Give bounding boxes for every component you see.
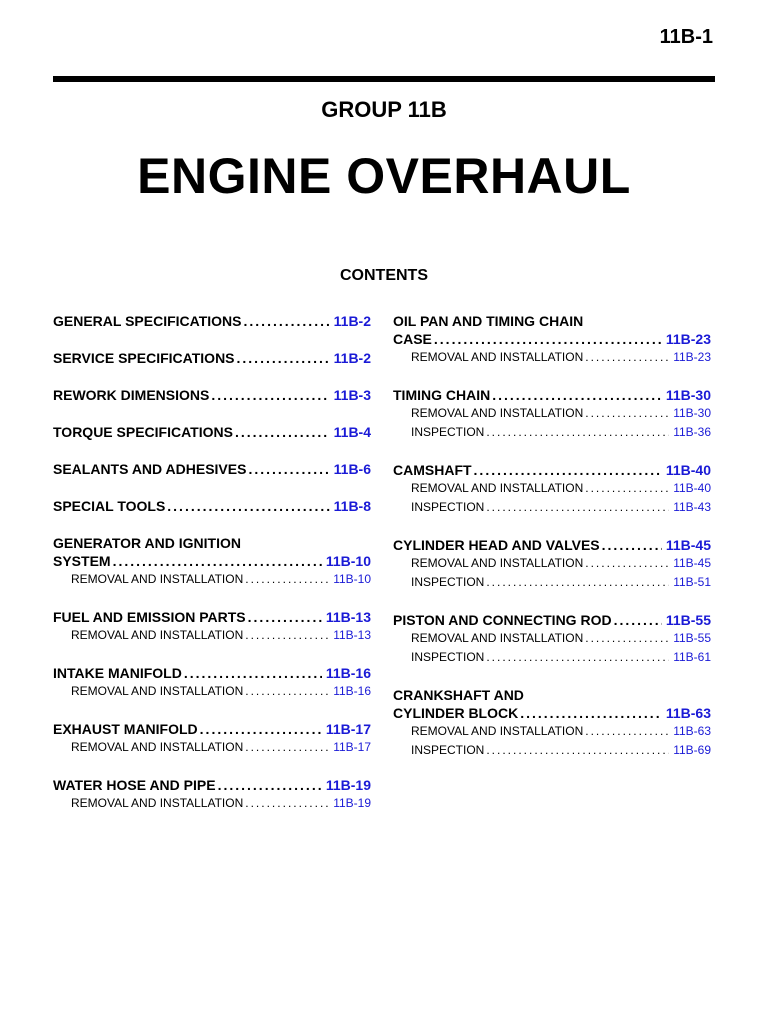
toc-subentry-page-ref[interactable]: 11B-55 bbox=[673, 631, 711, 645]
dot-leader bbox=[200, 720, 322, 738]
toc-entry bbox=[393, 686, 711, 760]
toc-subentry-title: REMOVAL AND INSTALLATION bbox=[411, 724, 584, 738]
toc-page-ref[interactable]: 11B-30 bbox=[665, 387, 711, 403]
toc-subentry-row[interactable] bbox=[393, 554, 711, 573]
toc-subentry-row[interactable] bbox=[393, 498, 711, 517]
toc-page-ref[interactable]: 11B-55 bbox=[665, 612, 711, 628]
toc-subentry-page-ref[interactable]: 11B-51 bbox=[673, 575, 711, 589]
dot-leader bbox=[585, 404, 669, 423]
toc-subentry-page-ref[interactable]: 11B-43 bbox=[673, 500, 711, 514]
dot-leader bbox=[486, 498, 669, 517]
toc-page-ref[interactable]: 11B-40 bbox=[665, 462, 711, 478]
toc-subentry-title: INSPECTION bbox=[411, 575, 485, 589]
toc-entry-row[interactable] bbox=[53, 349, 371, 367]
toc-entry-title: FUEL AND EMISSION PARTS bbox=[53, 609, 246, 625]
dot-leader bbox=[167, 497, 329, 515]
dot-leader bbox=[245, 738, 329, 757]
toc-subentry-page-ref[interactable]: 11B-16 bbox=[333, 684, 371, 698]
toc-subentry-title: INSPECTION bbox=[411, 743, 485, 757]
toc-entry-title: SEALANTS AND ADHESIVES bbox=[53, 461, 247, 477]
toc-entry bbox=[53, 776, 371, 813]
toc-entry-row[interactable] bbox=[53, 720, 371, 738]
toc-entry-title: SYSTEM bbox=[53, 553, 111, 569]
toc-page-ref[interactable]: 11B-17 bbox=[325, 721, 371, 737]
toc-subentry-page-ref[interactable]: 11B-23 bbox=[673, 350, 711, 364]
toc-entry-title: TORQUE SPECIFICATIONS bbox=[53, 424, 233, 440]
dot-leader bbox=[585, 479, 669, 498]
dot-leader bbox=[520, 704, 662, 722]
toc-subentry-row[interactable] bbox=[393, 423, 711, 442]
dot-leader bbox=[211, 386, 329, 404]
dot-leader bbox=[585, 629, 669, 648]
dot-leader bbox=[585, 722, 669, 741]
toc-entry bbox=[53, 534, 371, 589]
toc-subentry-row[interactable] bbox=[393, 573, 711, 592]
toc-entry bbox=[53, 349, 371, 367]
page-number: 11B-1 bbox=[659, 26, 713, 48]
toc-subentry-row[interactable] bbox=[53, 794, 371, 813]
toc-page-ref[interactable]: 11B-8 bbox=[333, 498, 371, 514]
dot-leader bbox=[486, 573, 669, 592]
toc-entry-row[interactable] bbox=[393, 611, 711, 629]
toc-page-ref[interactable]: 11B-3 bbox=[333, 387, 371, 403]
dot-leader bbox=[492, 386, 662, 404]
toc-entry-title: CYLINDER BLOCK bbox=[393, 705, 519, 721]
toc-entry bbox=[53, 608, 371, 645]
toc-entry-title: GENERAL SPECIFICATIONS bbox=[53, 313, 242, 329]
toc-entry bbox=[53, 720, 371, 757]
toc-entry-row[interactable] bbox=[53, 386, 371, 404]
dot-leader bbox=[237, 349, 330, 367]
toc-left-column bbox=[53, 312, 371, 832]
toc-right-column bbox=[393, 312, 711, 779]
dot-leader bbox=[434, 330, 662, 348]
toc-page-ref[interactable]: 11B-13 bbox=[325, 609, 371, 625]
toc-entry-row[interactable] bbox=[393, 330, 711, 348]
toc-subentry-row[interactable] bbox=[53, 738, 371, 757]
toc-entry-title-line: OIL PAN AND TIMING CHAIN bbox=[393, 313, 584, 329]
dot-leader bbox=[248, 460, 329, 478]
dot-leader bbox=[474, 461, 662, 479]
toc-subentry-page-ref[interactable]: 11B-45 bbox=[673, 556, 711, 570]
toc-subentry-title: INSPECTION bbox=[411, 425, 485, 439]
toc-page-ref[interactable]: 11B-4 bbox=[333, 424, 371, 440]
toc-subentry-title: REMOVAL AND INSTALLATION bbox=[411, 350, 584, 364]
toc-subentry-row[interactable] bbox=[53, 682, 371, 701]
toc-subentry-title: INSPECTION bbox=[411, 500, 485, 514]
toc-entry-row[interactable] bbox=[53, 664, 371, 682]
toc-entry-row[interactable] bbox=[53, 460, 371, 478]
toc-subentry-row[interactable] bbox=[393, 722, 711, 741]
toc-entry-row[interactable] bbox=[53, 312, 371, 330]
toc-subentry-page-ref[interactable]: 11B-36 bbox=[673, 425, 711, 439]
toc-entry bbox=[393, 611, 711, 667]
toc-entry-title: WATER HOSE AND PIPE bbox=[53, 777, 216, 793]
toc-entry-title: CYLINDER HEAD AND VALVES bbox=[393, 537, 600, 553]
toc-subentry-title: REMOVAL AND INSTALLATION bbox=[71, 740, 244, 754]
dot-leader bbox=[245, 794, 329, 813]
toc-entry-title-line: GENERATOR AND IGNITION bbox=[53, 535, 241, 551]
toc-entry-row[interactable] bbox=[53, 552, 371, 570]
toc-page-ref[interactable]: 11B-19 bbox=[325, 777, 371, 793]
toc-subentry-row[interactable] bbox=[393, 741, 711, 760]
toc-entry-title: INTAKE MANIFOLD bbox=[53, 665, 182, 681]
dot-leader bbox=[184, 664, 322, 682]
toc-subentry-title: INSPECTION bbox=[411, 650, 485, 664]
toc-subentry-page-ref[interactable]: 11B-40 bbox=[673, 481, 711, 495]
group-heading: GROUP 11B bbox=[321, 97, 447, 122]
toc-entry-title: CAMSHAFT bbox=[393, 462, 472, 478]
toc-page-ref[interactable]: 11B-63 bbox=[665, 705, 711, 721]
toc-entry bbox=[393, 536, 711, 592]
toc-entry-row[interactable] bbox=[393, 386, 711, 404]
toc-subentry-page-ref[interactable]: 11B-69 bbox=[673, 743, 711, 757]
toc-entry-row[interactable] bbox=[53, 423, 371, 441]
toc-entry-title: SPECIAL TOOLS bbox=[53, 498, 166, 514]
toc-entry-row[interactable] bbox=[53, 608, 371, 626]
toc-entry bbox=[53, 460, 371, 478]
toc-entry-title: TIMING CHAIN bbox=[393, 387, 491, 403]
toc-subentry-row[interactable] bbox=[393, 404, 711, 423]
toc-subentry-title: REMOVAL AND INSTALLATION bbox=[71, 684, 244, 698]
toc-subentry-page-ref[interactable]: 11B-19 bbox=[333, 796, 371, 810]
toc-page-ref[interactable]: 11B-2 bbox=[333, 313, 371, 329]
toc-entry-row[interactable] bbox=[53, 776, 371, 794]
toc-subentry-title: REMOVAL AND INSTALLATION bbox=[71, 572, 244, 586]
dot-leader bbox=[245, 570, 329, 589]
toc-entry-title-line: CRANKSHAFT AND bbox=[393, 687, 524, 703]
toc-entry bbox=[393, 461, 711, 517]
toc-entry-title: EXHAUST MANIFOLD bbox=[53, 721, 198, 737]
toc-entry bbox=[53, 423, 371, 441]
toc-entry bbox=[53, 497, 371, 515]
dot-leader bbox=[614, 611, 662, 629]
contents-heading: CONTENTS bbox=[340, 267, 428, 284]
dot-leader bbox=[486, 423, 669, 442]
toc-entry-title: SERVICE SPECIFICATIONS bbox=[53, 350, 235, 366]
dot-leader bbox=[585, 554, 669, 573]
toc-page-ref[interactable]: 11B-45 bbox=[665, 537, 711, 553]
dot-leader bbox=[486, 741, 669, 760]
toc-page-ref[interactable]: 11B-6 bbox=[333, 461, 371, 477]
toc-subentry-title: REMOVAL AND INSTALLATION bbox=[411, 481, 584, 495]
dot-leader bbox=[235, 423, 330, 441]
toc-entry bbox=[393, 312, 711, 367]
toc-entry-row[interactable] bbox=[393, 704, 711, 722]
toc-subentry-row[interactable] bbox=[53, 626, 371, 645]
dot-leader bbox=[486, 648, 669, 667]
dot-leader bbox=[113, 552, 322, 570]
toc-subentry-page-ref[interactable]: 11B-13 bbox=[333, 628, 371, 642]
toc-subentry-title: REMOVAL AND INSTALLATION bbox=[71, 628, 244, 642]
toc-entry-row[interactable] bbox=[53, 497, 371, 515]
toc-subentry-title: REMOVAL AND INSTALLATION bbox=[411, 556, 584, 570]
dot-leader bbox=[248, 608, 322, 626]
toc-entry-row[interactable] bbox=[393, 461, 711, 479]
toc-subentry-row[interactable] bbox=[53, 570, 371, 589]
toc-entry bbox=[53, 312, 371, 330]
toc-subentry-title: REMOVAL AND INSTALLATION bbox=[71, 796, 244, 810]
toc-page-ref[interactable]: 11B-2 bbox=[333, 350, 371, 366]
toc-entry bbox=[53, 664, 371, 701]
toc-subentry-title: REMOVAL AND INSTALLATION bbox=[411, 631, 584, 645]
toc-entry bbox=[393, 386, 711, 442]
toc-subentry-page-ref[interactable]: 11B-63 bbox=[673, 724, 711, 738]
toc-subentry-page-ref[interactable]: 11B-61 bbox=[673, 650, 711, 664]
dot-leader bbox=[218, 776, 322, 794]
toc-entry-title: REWORK DIMENSIONS bbox=[53, 387, 210, 403]
toc-subentry-row[interactable] bbox=[393, 648, 711, 667]
toc-subentry-row[interactable] bbox=[393, 348, 711, 367]
dot-leader bbox=[244, 312, 330, 330]
toc-subentry-row[interactable] bbox=[393, 479, 711, 498]
toc-entry bbox=[53, 386, 371, 404]
dot-leader bbox=[585, 348, 669, 367]
toc-subentry-page-ref[interactable]: 11B-17 bbox=[333, 740, 371, 754]
toc-entry-title: CASE bbox=[393, 331, 432, 347]
toc-entry-row[interactable] bbox=[393, 536, 711, 554]
toc-page-ref[interactable]: 11B-10 bbox=[325, 553, 371, 569]
toc-subentry-page-ref[interactable]: 11B-10 bbox=[333, 572, 371, 586]
toc-entry-title: PISTON AND CONNECTING ROD bbox=[393, 612, 612, 628]
header-rule bbox=[53, 76, 715, 82]
dot-leader bbox=[602, 536, 662, 554]
dot-leader bbox=[245, 626, 329, 645]
dot-leader bbox=[245, 682, 329, 701]
page-title: ENGINE OVERHAUL bbox=[137, 148, 631, 204]
toc-subentry-row[interactable] bbox=[393, 629, 711, 648]
toc-subentry-title: REMOVAL AND INSTALLATION bbox=[411, 406, 584, 420]
toc-page-ref[interactable]: 11B-23 bbox=[665, 331, 711, 347]
toc-page-ref[interactable]: 11B-16 bbox=[325, 665, 371, 681]
toc-subentry-page-ref[interactable]: 11B-30 bbox=[673, 406, 711, 420]
